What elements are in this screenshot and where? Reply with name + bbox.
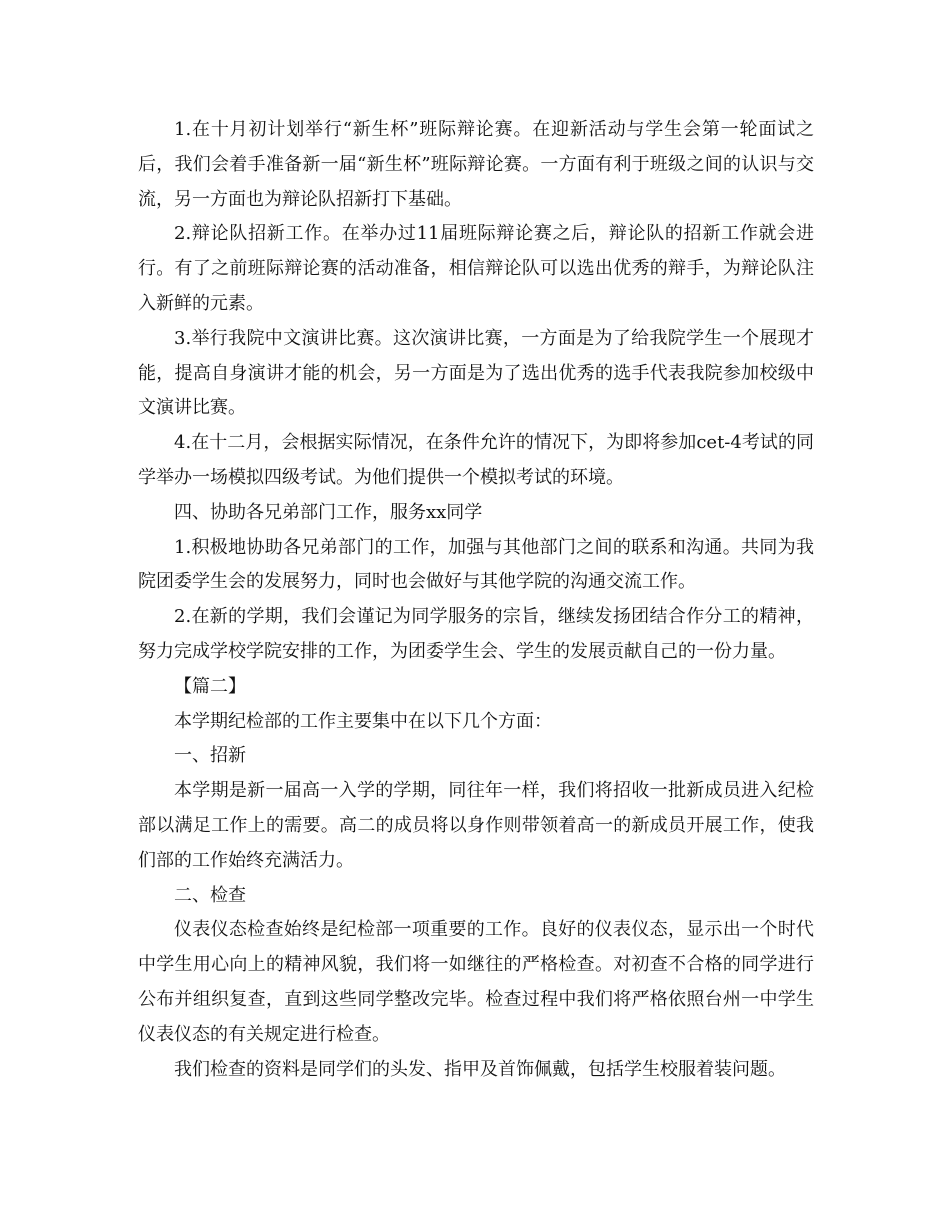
section-heading-assist-departments: 四、协助各兄弟部门工作，服务xx同学 bbox=[174, 501, 483, 523]
paragraph-inspection-items: 我们检查的资料是同学们的头发、指甲及首饰佩戴，包括学生校服着装问题。 bbox=[174, 1058, 786, 1080]
section-heading-inspection: 二、检查 bbox=[174, 884, 246, 906]
paragraph-serve-students: 2.在新的学期，我们会谨记为同学服务的宗旨，继续发扬团结合作分工的精神，努力完成学校学院安排的工作，为团委学生会、学生的发展贡献自己的一份力量。 bbox=[138, 606, 814, 662]
paragraph-mock-exam: 4.在十二月，会根据实际情况，在条件允许的情况下，为即将参加cet-4考试的同学举办一场模拟四级考试。为他们提供一个模拟考试的环境。 bbox=[138, 432, 814, 488]
paragraph-debate-recruitment: 2.辩论队招新工作。在举办过11届班际辩论赛之后，辩论队的招新工作就会进行。有了之前班际辩论赛的活动准备，相信辩论队可以选出优秀的辩手，为辩论队注入新鲜的元素。 bbox=[138, 223, 814, 314]
document-body bbox=[138, 113, 814, 1087]
part-two-heading: 【篇二】 bbox=[174, 675, 246, 697]
paragraph-debate-competition: 1.在十月初计划举行“新生杯”班际辩论赛。在迎新活动与学生会第一轮面试之后，我们会着手准备新一届“新生杯”班际辩论赛。一方面有利于班级之间的认识与交流，另一方面也为辩论队招新打下基础。 bbox=[138, 119, 814, 210]
paragraph-inspection: 仪表仪态检查始终是纪检部一项重要的工作。良好的仪表仪态，显示出一个时代中学生用心向上的精神风貌，我们将一如继往的严格检查。对初查不合格的同学进行公布并组织复查，直到这些同学整改完毕。检查过程中我们将严格依照台州一中学生仪表仪态的有关规定进行检查。 bbox=[138, 919, 814, 1045]
paragraph-assist-departments: 1.积极地协助各兄弟部门的工作，加强与其他部门之间的联系和沟通。共同为我院团委学生会的发展努力，同时也会做好与其他学院的沟通交流工作。 bbox=[138, 536, 814, 593]
paragraph-intro: 本学期纪检部的工作主要集中在以下几个方面： bbox=[174, 710, 552, 732]
paragraph-speech-contest: 3.举行我院中文演讲比赛。这次演讲比赛，一方面是为了给我院学生一个展现才能，提高自身演讲才能的机会，另一方面是为了选出优秀的选手代表我院参加校级中文演讲比赛。 bbox=[138, 327, 814, 419]
section-heading-recruitment: 一、招新 bbox=[174, 745, 246, 767]
paragraph-recruitment: 本学期是新一届高一入学的学期，同往年一样，我们将招收一批新成员进入纪检部以满足工作上的需要。高二的成员将以身作则带领着高一的新成员开展工作，使我们部的工作始终充满活力。 bbox=[138, 780, 814, 871]
